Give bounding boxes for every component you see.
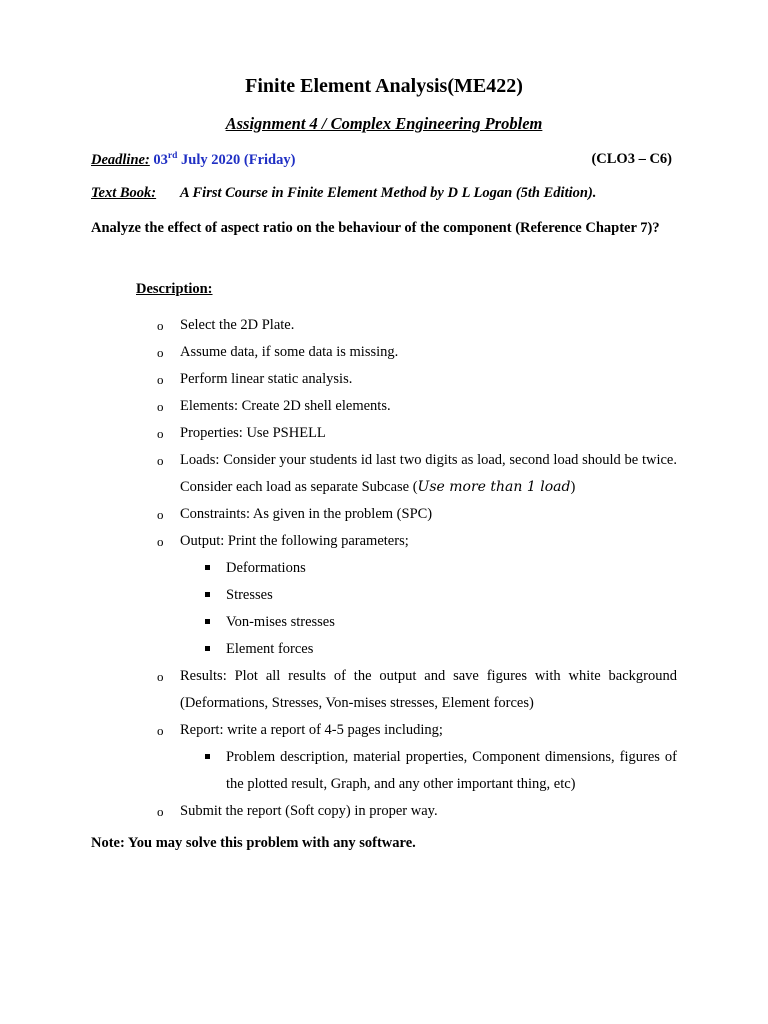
list-item-text: Report: write a report of 4-5 pages including; xyxy=(180,722,443,738)
assignment-subtitle: Assignment 4 / Complex Engineering Problem xyxy=(225,114,543,133)
deadline-day-suffix: rd xyxy=(167,151,178,161)
circle-bullet-icon: o xyxy=(157,345,164,360)
list-item-text: Assume data, if some data is missing. xyxy=(180,344,399,360)
list-item xyxy=(91,339,677,366)
circle-bullet-icon: o xyxy=(157,318,164,333)
list-item-text: Select the 2D Plate. xyxy=(180,317,295,333)
sub-list-item-text: Problem description, material properties, Component dimensions, figures of the plotted result, Graph, and any other important thing, etc) xyxy=(226,749,677,792)
sub-list-item-text: Von-mises stresses xyxy=(226,614,335,630)
square-bullet-icon xyxy=(205,565,210,570)
textbook-row xyxy=(91,185,681,202)
sub-list-item xyxy=(91,555,677,582)
deadline-day: 03 xyxy=(153,152,168,168)
note-text: Note: You may solve this problem with any software. xyxy=(91,835,416,851)
list-item-text: Properties: Use PSHELL xyxy=(180,425,326,441)
list-item-text: Submit the report (Soft copy) in proper way. xyxy=(180,803,438,819)
list-item xyxy=(91,501,677,528)
sub-list-item xyxy=(91,636,677,663)
deadline-date xyxy=(153,152,295,168)
description-heading: Description: xyxy=(136,281,213,297)
list-item xyxy=(91,717,677,744)
document-title: Finite Element Analysis(ME422) xyxy=(245,75,523,97)
list-item-text: Elements: Create 2D shell elements. xyxy=(180,398,391,414)
list-item xyxy=(91,663,677,717)
sub-list-item-text: Element forces xyxy=(226,641,314,657)
list-item-text: Loads: Consider your students id last two digits as load, second load should be twice. Consider each load as separate Subcase ( xyxy=(180,452,677,495)
deadline-label: Deadline: xyxy=(91,152,150,168)
textbook-label: Text Book: xyxy=(91,185,157,201)
clo-label: (CLO3 – C6) xyxy=(591,151,672,167)
list-item xyxy=(91,393,677,420)
list-item-emphasis: Use more than 1 load xyxy=(417,479,571,495)
circle-bullet-icon: o xyxy=(157,534,164,549)
square-bullet-icon xyxy=(205,592,210,597)
circle-bullet-icon: o xyxy=(157,507,164,522)
list-item-text: Constraints: As given in the problem (SPC) xyxy=(180,506,433,522)
list-item xyxy=(91,528,677,555)
list-item xyxy=(91,420,677,447)
sub-list-item xyxy=(91,582,677,609)
circle-bullet-icon: o xyxy=(157,669,164,684)
list-item xyxy=(91,312,677,339)
circle-bullet-icon: o xyxy=(157,723,164,738)
list-item-text: ) xyxy=(570,479,576,495)
square-bullet-icon xyxy=(205,754,210,759)
textbook-value: A First Course in Finite Element Method by D L Logan (5th Edition). xyxy=(180,185,597,201)
sub-list-item xyxy=(91,609,677,636)
sub-list-item-text: Stresses xyxy=(226,587,273,603)
list-item-text: Results: Plot all results of the output and save figures with white background (Deformations, Stresses, Von-mises stresses, Element forces) xyxy=(180,668,677,711)
square-bullet-icon xyxy=(205,619,210,624)
sub-list-item-text: Deformations xyxy=(226,560,306,576)
description-list xyxy=(91,312,677,825)
deadline-row xyxy=(91,151,677,169)
circle-bullet-icon: o xyxy=(157,804,164,819)
circle-bullet-icon: o xyxy=(157,372,164,387)
list-item-text: Perform linear static analysis. xyxy=(180,371,353,387)
circle-bullet-icon: o xyxy=(157,453,164,468)
square-bullet-icon xyxy=(205,646,210,651)
deadline-month-year: July 2020 (Friday) xyxy=(177,152,296,168)
list-item xyxy=(91,798,677,825)
list-item xyxy=(91,447,677,501)
circle-bullet-icon: o xyxy=(157,399,164,414)
circle-bullet-icon: o xyxy=(157,426,164,441)
sub-list-item xyxy=(91,744,677,798)
problem-question: Analyze the effect of aspect ratio on the behaviour of the component (Reference Chapter 7)? xyxy=(91,220,660,236)
list-item xyxy=(91,366,677,393)
list-item-text: Output: Print the following parameters; xyxy=(180,533,409,549)
